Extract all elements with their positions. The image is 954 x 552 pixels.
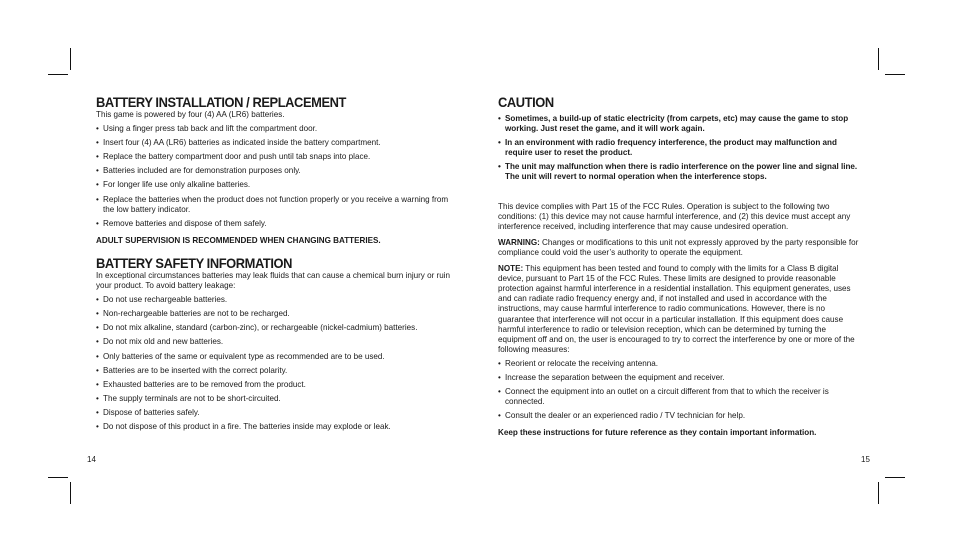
list-item: • Do not mix alkaline, standard (carbon-zinc), or rechargeable (nickel-cadmium) batteries. [96,323,458,333]
crop-mark [885,74,905,75]
safety-heading: BATTERY SAFETY INFORMATION [96,254,293,271]
crop-mark [878,482,879,504]
list-item: • Non-rechargeable batteries are not to be recharged. [96,309,458,319]
list-item: • Increase the separation between the equipment and receiver. [498,373,860,383]
adult-supervision-notice: ADULT SUPERVISION IS RECOMMENDED WHEN CHANGING BATTERIES. [96,235,381,245]
list-item: • Insert four (4) AA (LR6) batteries as indicated inside the battery compartment. [96,138,458,148]
right-page [498,94,860,438]
crop-mark [885,477,905,478]
list-item: • Consult the dealer or an experienced radio / TV technician for help. [498,411,860,421]
page-number-right: 15 [861,455,870,464]
keep-instructions-notice: Keep these instructions for future reference as they contain important information. [498,428,817,438]
list-item: • Exhausted batteries are to be removed from the product. [96,380,458,390]
safety-list [96,295,458,432]
list-item: • Batteries are to be inserted with the correct polarity. [96,366,458,376]
list-item: • The unit may malfunction when there is radio interference on the power line and signal line. The unit will revert to normal operation when the interference stops. [498,162,860,182]
warning-paragraph [498,238,860,258]
crop-mark [70,482,71,504]
installation-list [96,124,458,229]
note-label: NOTE: [498,264,524,274]
note-paragraph [498,264,860,355]
page-number-left: 14 [87,455,96,464]
safety-intro: In exceptional circumstances batteries may leak fluids that can cause a chemical burn injury or ruin your product. To avoid battery leakage: [96,270,451,291]
list-item: • For longer life use only alkaline batteries. [96,180,458,190]
warning-label: WARNING: [498,237,540,247]
caution-heading: CAUTION [498,94,554,110]
list-item: • Reorient or relocate the receiving antenna. [498,359,860,369]
list-item: • The supply terminals are not to be short-circuited. [96,394,458,404]
list-item: • Do not dispose of this product in a fire. The batteries inside may explode or leak. [96,422,458,432]
list-item: • Only batteries of the same or equivalent type as recommended are to be used. [96,352,458,362]
list-item: • Replace the batteries when the product does not function properly or you receive a warning from the low battery indicator. [96,195,458,215]
left-page [96,94,458,432]
list-item: • In an environment with radio frequency interference, the product may malfunction and require user to reset the product. [498,138,860,158]
list-item: • Do not use rechargeable batteries. [96,295,458,305]
installation-intro: This game is powered by four (4) AA (LR6) batteries. [96,110,285,119]
list-item: • Replace the battery compartment door and push until tab snaps into place. [96,152,458,162]
crop-mark [70,48,71,70]
crop-mark [878,48,879,70]
list-item: • Sometimes, a build-up of static electricity (from carpets, etc) may cause the game to stop working. Just reset the game, and it will work again. [498,114,860,134]
list-item: • Connect the equipment into an outlet on a circuit different from that to which the receiver is connected. [498,387,860,407]
crop-mark [48,74,68,75]
list-item: • Dispose of batteries safely. [96,408,458,418]
crop-mark [48,477,68,478]
fcc-compliance-text: This device complies with Part 15 of the FCC Rules. Operation is subject to the following two conditions: (1) this device may not cause harmful interference, and (2) this device must accept any interference received, including interference that may cause undesired operation. [498,201,851,231]
list-item: • Do not mix old and new batteries. [96,337,458,347]
measures-list [498,359,860,421]
note-text: This equipment has been tested and found to comply with the limits for a Class B digital device, pursuant to Part 15 of the FCC Rules. These limits are designed to provide reasonable protection against harmful interference in a residential installation. This equipment generates, uses and can radiate radio frequency energy and, if not installed and used in accordance with the instructions, may cause harmful interference to radio communications. However, there is no guarantee that interference will not occur in a particular installation. If this equipment does cause harmful interference to radio or television reception, which can be determined by turning the equipment off and on, the user is encouraged to try to correct the interference by one or more of the following measures: [498,264,855,354]
list-item: • Remove batteries and dispose of them safely. [96,219,458,229]
list-item: • Using a finger press tab back and lift the compartment door. [96,124,458,134]
installation-heading: BATTERY INSTALLATION / REPLACEMENT [96,94,346,110]
list-item: • Batteries included are for demonstration purposes only. [96,166,458,176]
caution-list [498,114,860,183]
warning-text: Changes or modifications to this unit not expressly approved by the party responsible for compliance could void the user’s authority to operate the equipment. [498,237,859,257]
